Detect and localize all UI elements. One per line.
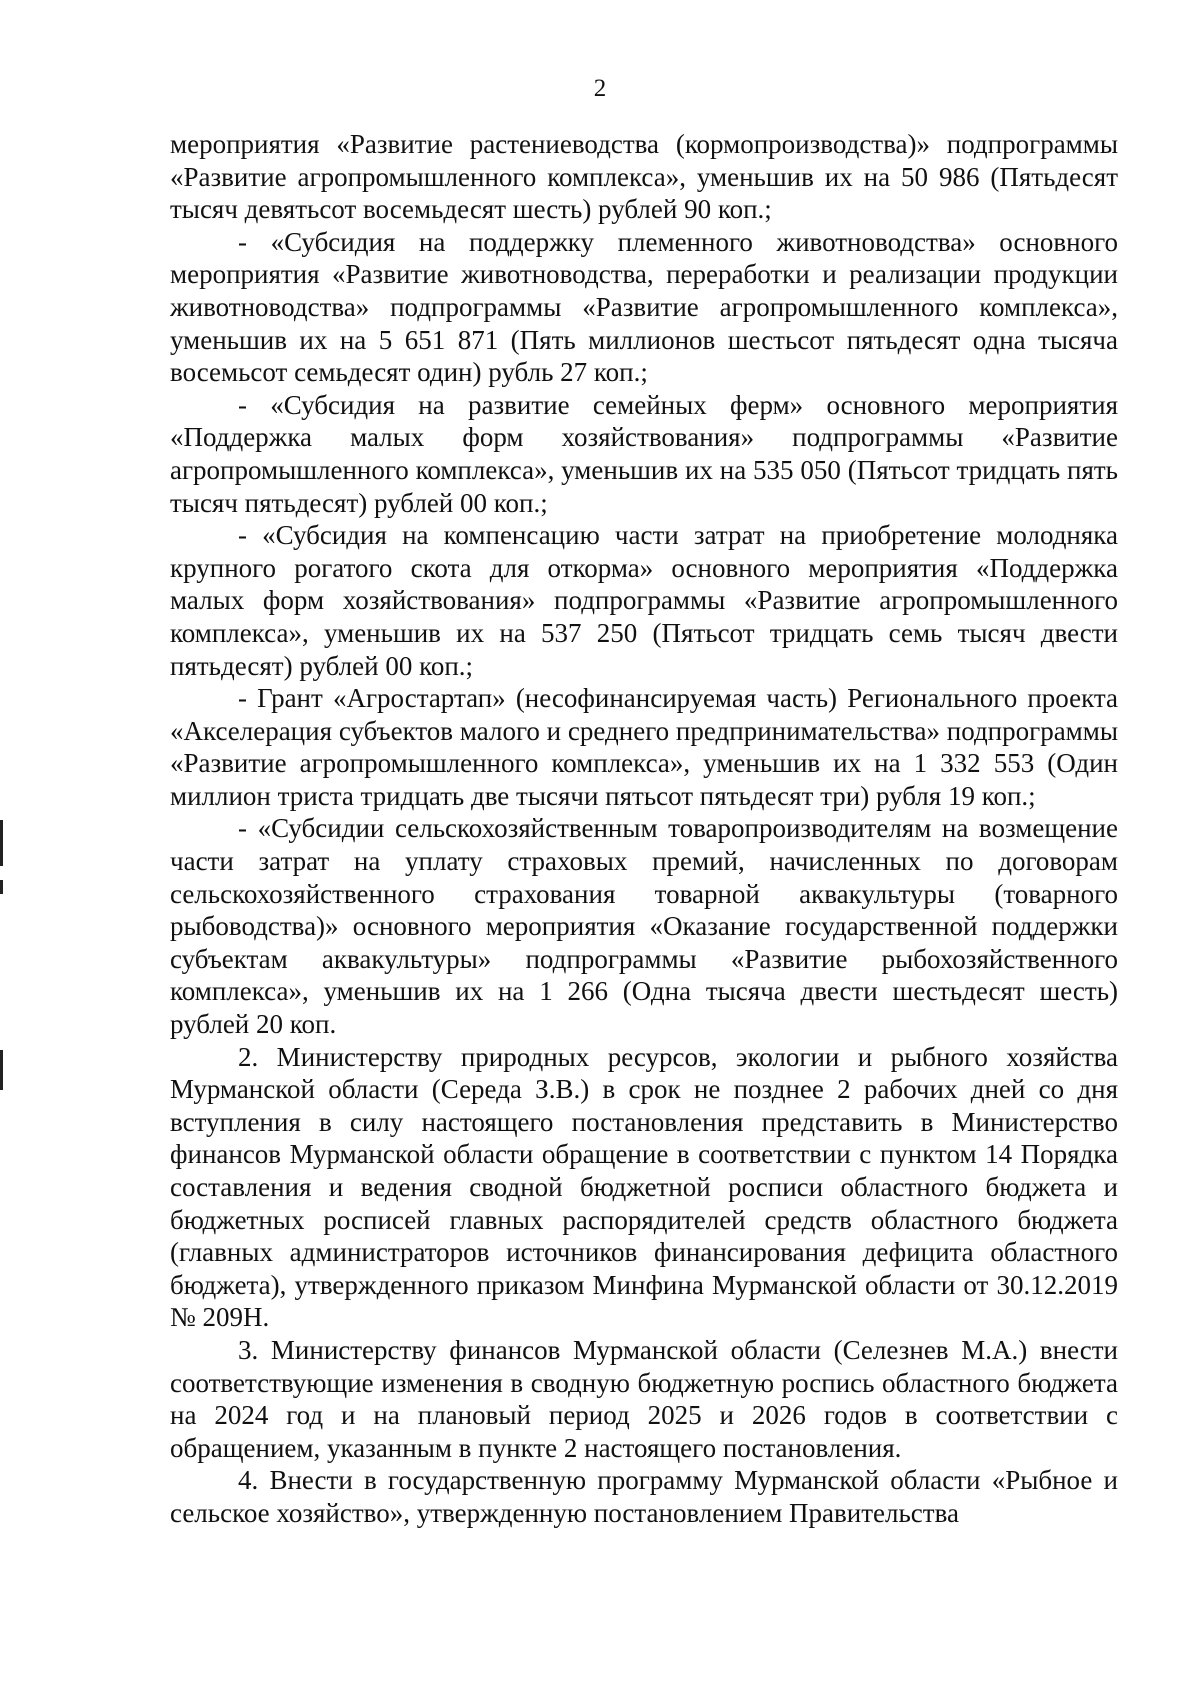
page-number: 2 <box>593 75 607 102</box>
paragraph-item-breeding-subsidy: - «Субсидия на поддержку племенного животноводства» основного мероприятия «Развитие животноводства, переработки и реализации продукции животноводства» подпрограммы «Развитие агропромышленного комплекса», уменьшив их на 5 651 871 (Пять миллионов шестьсот пятьдесят одна тысяча восемьсот семьдесят один) рубль 27 коп.; <box>170 226 1118 388</box>
scan-edge-mark <box>0 1050 3 1090</box>
document-body <box>170 128 1118 1530</box>
paragraph-item-young-cattle-subsidy: - «Субсидия на компенсацию части затрат на приобретение молодняка крупного рогатого скота для откорма» основного мероприятия «Поддержка малых форм хозяйствования» подпрограммы «Развитие агропромышленного комплекса», уменьшив их на 537 250 (Пятьсот тридцать семь тысяч двести пятьдесят) рублей 00 коп.; <box>170 520 1118 681</box>
paragraph-item-family-farms-subsidy: - «Субсидия на развитие семейных ферм» основного мероприятия «Поддержка малых форм хозяйствования» подпрограммы «Развитие агропромышленного комплекса», уменьшив их на 535 050 (Пятьсот тридцать пять тысяч пятьдесят) рублей 00 коп.; <box>170 389 1118 518</box>
paragraph-continuation: мероприятия «Развитие растениеводства (кормопроизводства)» подпрограммы «Развитие агропромышленного комплекса», уменьшив их на 50 986 (Пятьдесят тысяч девятьсот восемьдесят шесть) рублей 90 коп.; <box>170 129 1118 225</box>
scan-edge-mark <box>0 880 3 894</box>
paragraph-clause-2: 2. Министерству природных ресурсов, экологии и рыбного хозяйства Мурманской области (Середа З.В.) в срок не позднее 2 рабочих дней со дня вступления в силу настоящего постановления представить в Министерство финансов Мурманской области обращение в соответствии с пунктом 14 Порядка составления и ведения сводной бюджетной росписи областного бюджета и бюджетных росписей главных распорядителей средств областного бюджета (главных администраторов источников финансирования дефицита областного бюджета), утвержденного приказом Минфина Мурманской области от 30.12.2019 № 209Н. <box>170 1041 1118 1333</box>
paragraph-clause-3: 3. Министерству финансов Мурманской области (Селезнев М.А.) внести соответствующие изменения в сводную бюджетную роспись областного бюджета на 2024 год и на плановый период 2025 и 2026 годов в соответствии с обращением, указанным в пункте 2 настоящего постановления. <box>170 1334 1118 1463</box>
scan-edge-mark <box>0 820 3 866</box>
paragraph-clause-4: 4. Внести в государственную программу Мурманской области «Рыбное и сельское хозяйство», утвержденную постановлением Правительства <box>170 1465 1118 1528</box>
paragraph-item-agrostartup-grant: - Грант «Агростартап» (несофинансируемая часть) Регионального проекта «Акселерация субъектов малого и среднего предпринимательства» подпрограммы «Развитие агропромышленного комплекса», уменьшив их на 1 332 553 (Один миллион триста тридцать две тысячи пятьсот пятьдесят три) рубля 19 коп.; <box>170 683 1118 811</box>
paragraph-item-aquaculture-insurance-subsidy: - «Субсидии сельскохозяйственным товаропроизводителям на возмещение части затрат на уплату страховых премий, начисленных по договорам сельскохозяйственного страхования товарной аквакультуры (товарного рыбоводства)» основного мероприятия «Оказание государственной поддержки субъектам аквакультуры» подпрограммы «Развитие рыбохозяйственного комплекса», уменьшив их на 1 266 (Одна тысяча двести шестьдесят шесть) рублей 20 коп. <box>170 813 1118 1040</box>
